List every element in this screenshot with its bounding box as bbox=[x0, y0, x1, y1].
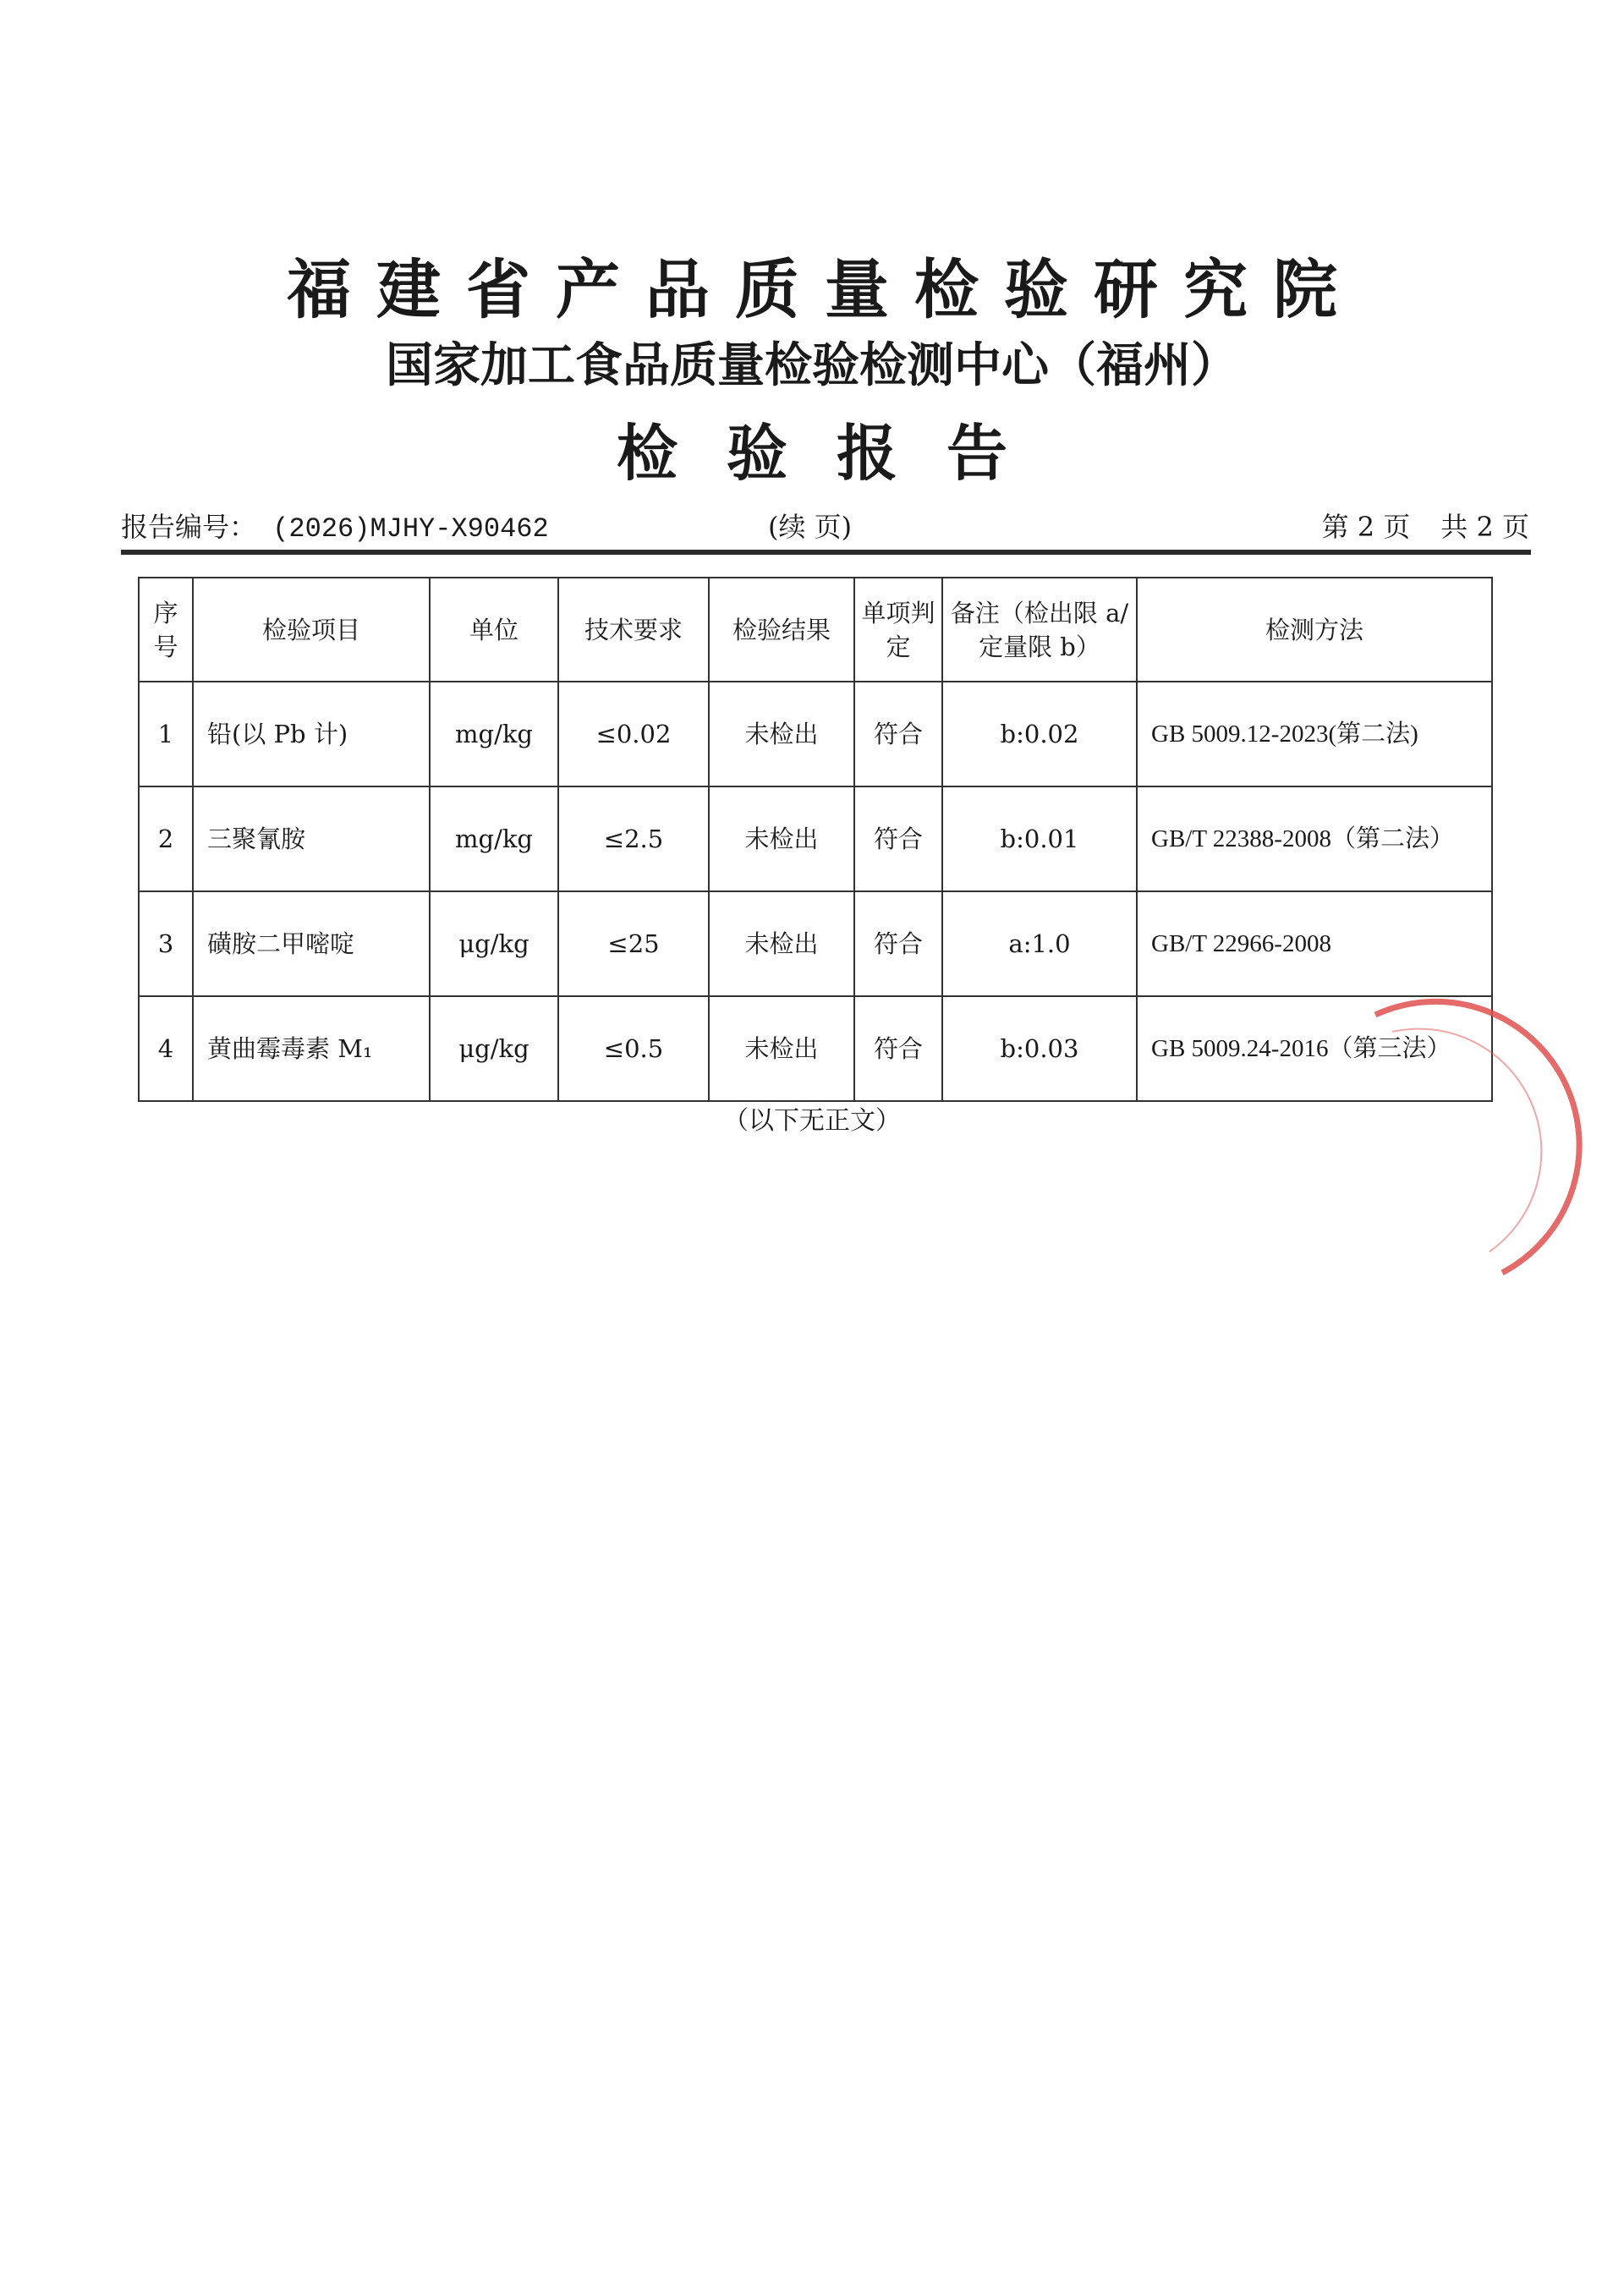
col-header-judgement: 单项判定 bbox=[854, 578, 942, 682]
col-header-method: 检测方法 bbox=[1137, 578, 1492, 682]
cell-requirement: ≤0.5 bbox=[558, 996, 709, 1101]
report-number-label: 报告编号： bbox=[121, 513, 257, 545]
col-header-remark: 备注（检出限 a/定量限 b） bbox=[942, 578, 1137, 682]
table-header-row bbox=[139, 578, 1492, 682]
cell-unit: μg/kg bbox=[430, 891, 558, 996]
col-header-result: 检验结果 bbox=[709, 578, 854, 682]
end-of-text-note: （以下无正文） bbox=[723, 1106, 901, 1136]
report-title: 检验报告 bbox=[616, 417, 1056, 489]
cell-unit: μg/kg bbox=[430, 996, 558, 1101]
col-header-item: 检验项目 bbox=[193, 578, 430, 682]
col-header-unit: 单位 bbox=[430, 578, 558, 682]
cell-result: 未检出 bbox=[709, 786, 854, 891]
cell-no: 1 bbox=[139, 682, 193, 786]
results-table bbox=[138, 577, 1493, 1102]
col-header-requirement: 技术要求 bbox=[558, 578, 709, 682]
table-row bbox=[139, 996, 1492, 1101]
cell-remark: b:0.02 bbox=[942, 682, 1137, 786]
cell-result: 未检出 bbox=[709, 996, 854, 1101]
cell-method: GB 5009.12-2023(第二法) bbox=[1137, 682, 1492, 786]
continued-label: (续 页) bbox=[768, 511, 853, 543]
col-header-no: 序号 bbox=[139, 578, 193, 682]
report-number bbox=[121, 506, 549, 545]
page-indicator bbox=[1322, 506, 1529, 545]
cell-method: GB/T 22388-2008（第二法） bbox=[1137, 786, 1492, 891]
cell-judgement: 符合 bbox=[854, 996, 942, 1101]
cell-no: 3 bbox=[139, 891, 193, 996]
institute-name: 福建省产品质量检验研究院 bbox=[287, 252, 1363, 327]
cell-item: 三聚氰胺 bbox=[193, 786, 430, 891]
cell-unit: mg/kg bbox=[430, 786, 558, 891]
page-current: 第 2 页 bbox=[1321, 511, 1411, 543]
cell-judgement: 符合 bbox=[854, 786, 942, 891]
page-total: 共 2 页 bbox=[1440, 511, 1529, 543]
cell-result: 未检出 bbox=[709, 682, 854, 786]
table-row bbox=[139, 891, 1492, 996]
cell-remark: b:0.01 bbox=[942, 786, 1137, 891]
cell-requirement: ≤2.5 bbox=[558, 786, 709, 891]
cell-requirement: ≤0.02 bbox=[558, 682, 709, 786]
cell-item: 磺胺二甲嘧啶 bbox=[193, 891, 430, 996]
seal-ring bbox=[1375, 1001, 1579, 1273]
cell-method: GB 5009.24-2016（第三法） bbox=[1137, 996, 1492, 1101]
cell-remark: a:1.0 bbox=[942, 891, 1137, 996]
cell-judgement: 符合 bbox=[854, 891, 942, 996]
official-seal-stamp bbox=[1350, 998, 1604, 1285]
cell-requirement: ≤25 bbox=[558, 891, 709, 996]
cell-no: 2 bbox=[139, 786, 193, 891]
cell-item: 黄曲霉毒素 M₁ bbox=[193, 996, 430, 1101]
cell-remark: b:0.03 bbox=[942, 996, 1137, 1101]
cell-item: 铅(以 Pb 计) bbox=[193, 682, 430, 786]
cell-no: 4 bbox=[139, 996, 193, 1101]
cell-unit: mg/kg bbox=[430, 682, 558, 786]
cell-result: 未检出 bbox=[709, 891, 854, 996]
cell-judgement: 符合 bbox=[854, 682, 942, 786]
table-row bbox=[139, 786, 1492, 891]
table-row bbox=[139, 682, 1492, 786]
seal-inner-ring bbox=[1392, 1029, 1541, 1252]
header-rule bbox=[121, 550, 1531, 555]
report-number-value: (2026)MJHY-X90462 bbox=[272, 513, 549, 545]
cell-method: GB/T 22966-2008 bbox=[1137, 891, 1492, 996]
center-name: 国家加工食品质量检验检测中心（福州） bbox=[386, 338, 1238, 393]
